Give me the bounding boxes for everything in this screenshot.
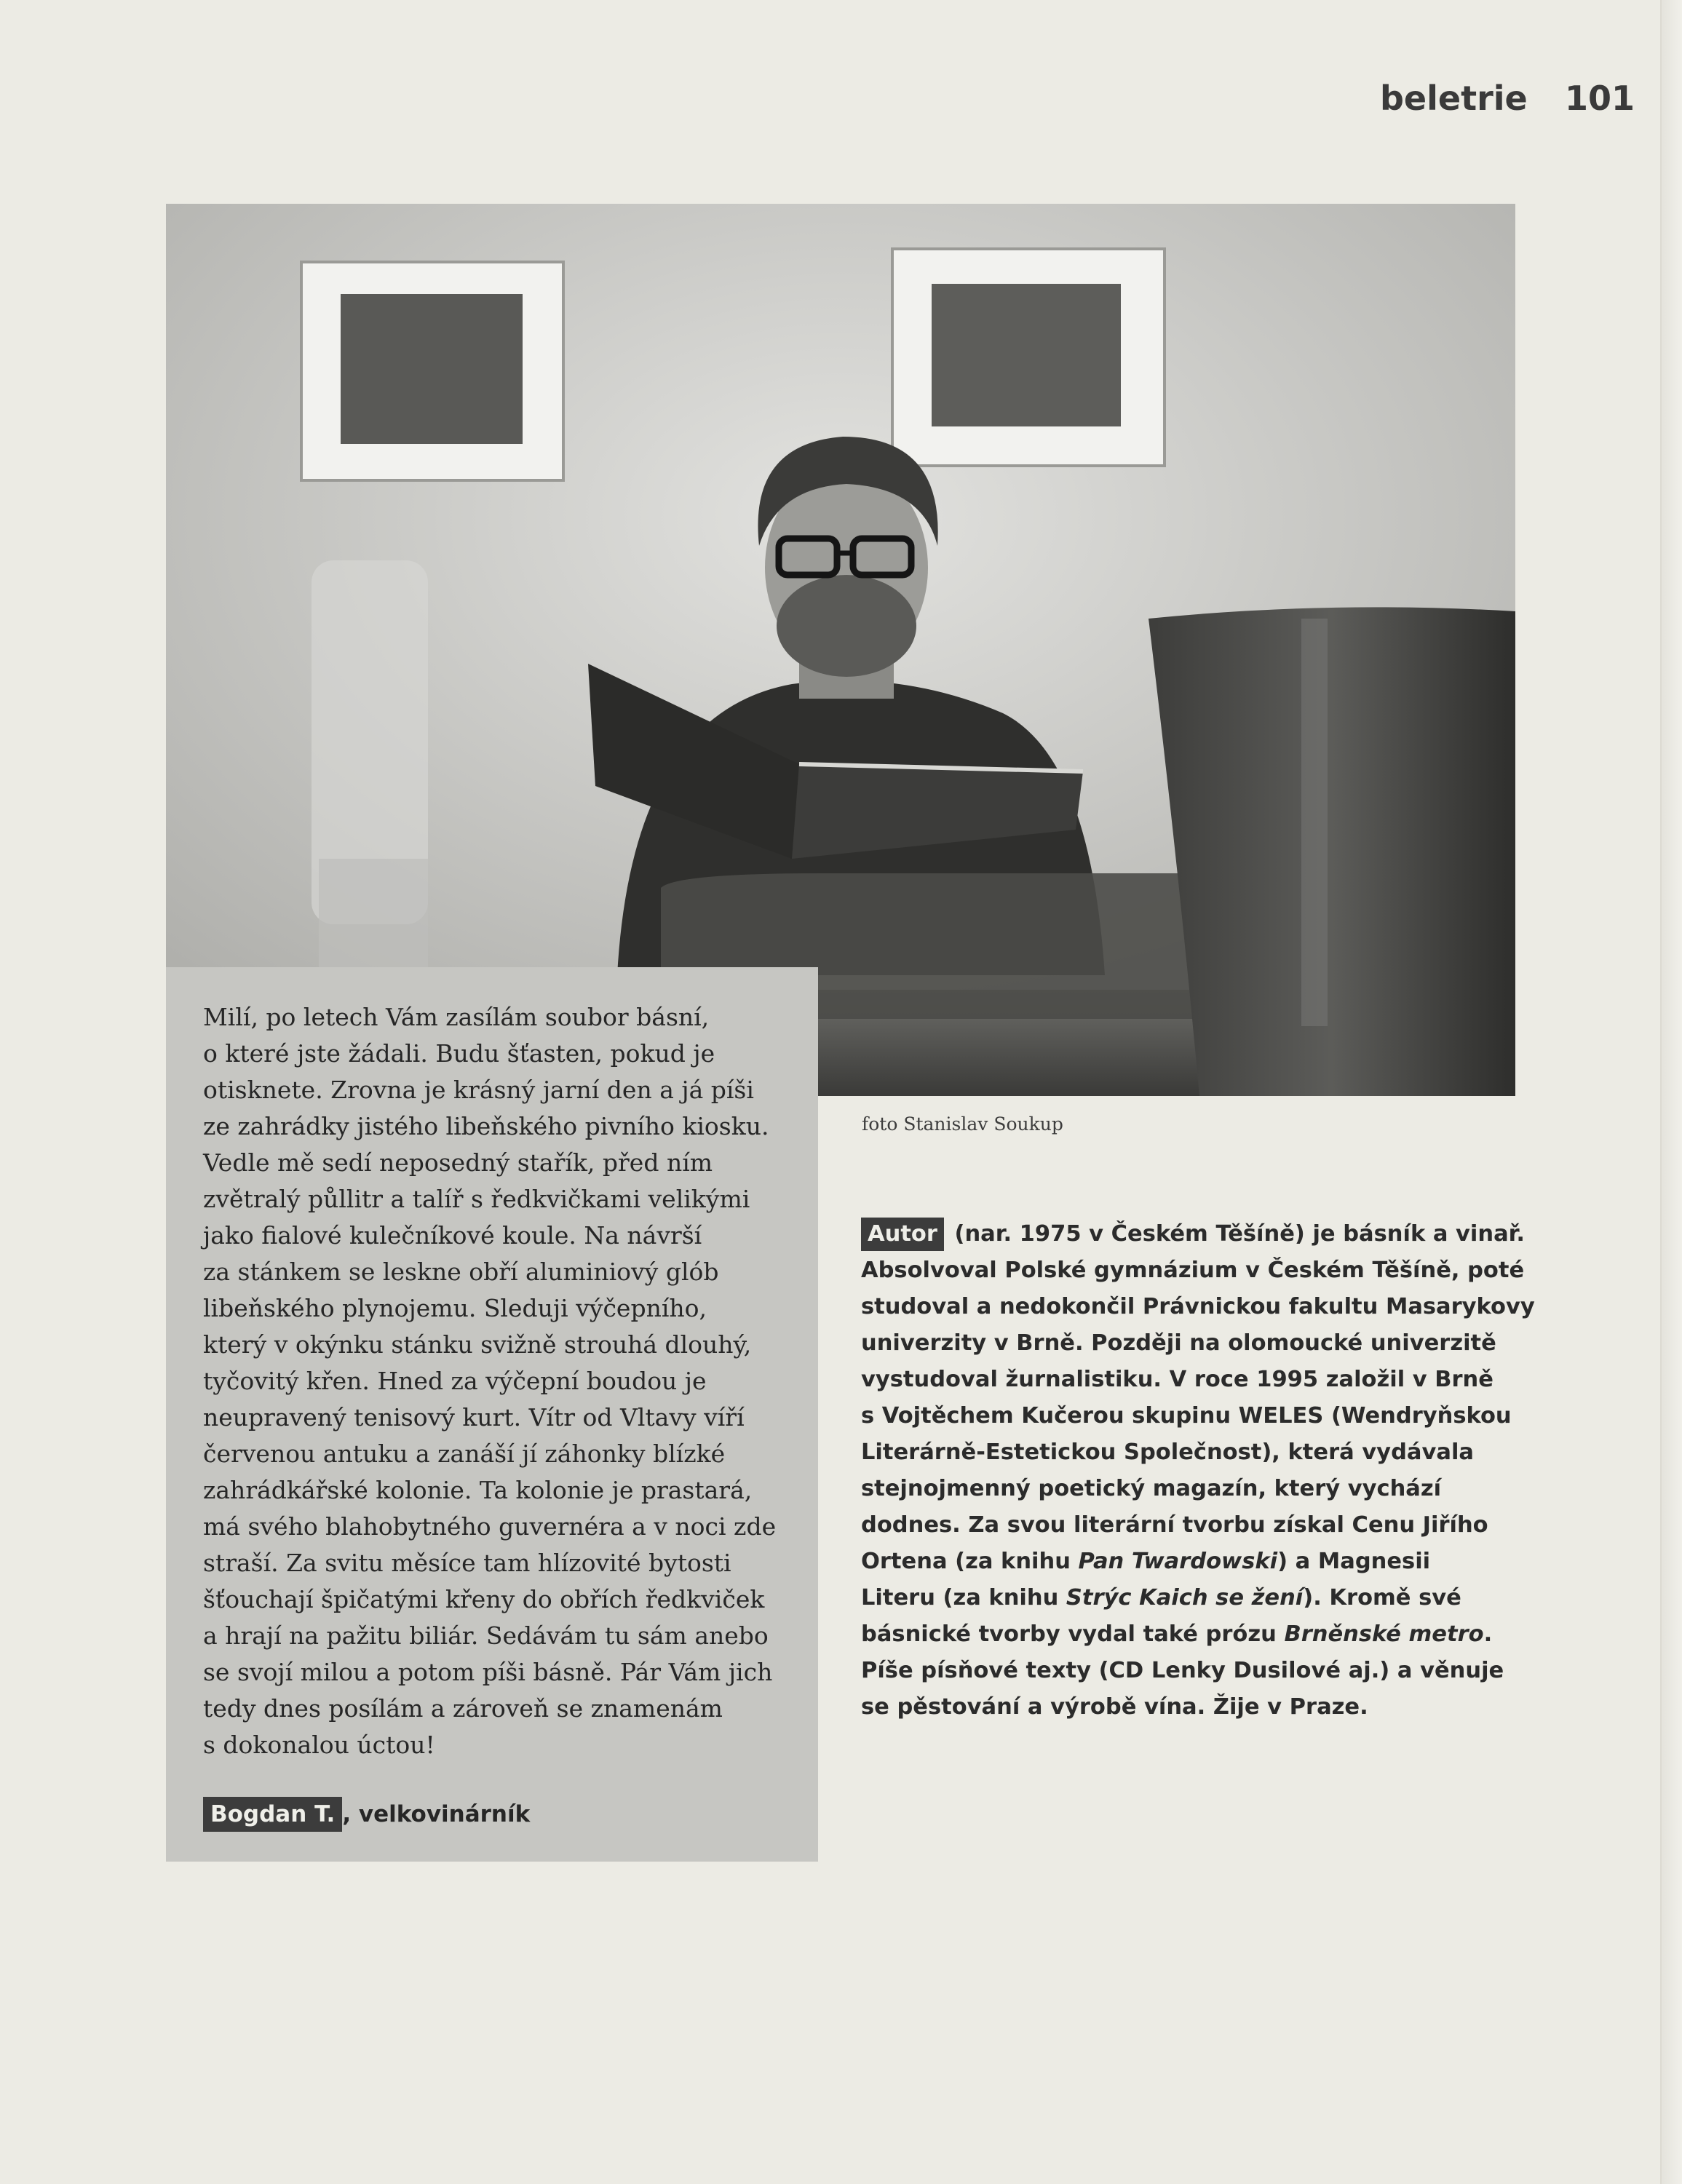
letter-line: za stánkem se leskne obří aluminiový glób <box>203 1258 719 1286</box>
bio-line-text: básnické tvorby vydal také prózu <box>861 1621 1285 1647</box>
bio-line <box>861 1580 1501 1616</box>
bio-line: se pěstování a výrobě vína. Žije v Praze. <box>861 1694 1368 1720</box>
letter-line: zahrádkářské kolonie. Ta kolonie je prastará, <box>203 1476 753 1504</box>
bio-line-text: ). Kromě své <box>1303 1585 1461 1611</box>
letter-line: který v okýnku stánku svižně strouhá dlouhý, <box>203 1330 752 1359</box>
letter-line: straší. Za svitu měsíce tam hlízovité bytosti <box>203 1549 731 1577</box>
letter-line: libeňského plynojemu. Sleduji výčepního, <box>203 1294 707 1322</box>
page-header <box>1368 79 1638 130</box>
bio-line: stejnojmenný poetický magazín, který vychází <box>861 1476 1442 1501</box>
letter-text <box>203 999 785 1763</box>
bio-line-text: . <box>1483 1621 1493 1647</box>
letter-box <box>166 967 818 1862</box>
author-photo <box>166 204 1515 1096</box>
bio-line: Literárně-Estetickou Společnost), která vydávala <box>861 1440 1474 1465</box>
letter-line: se svojí milou a potom píši básně. Pár Vám jich <box>203 1658 773 1686</box>
letter-line: Vedle mě sedí neposedný stařík, před ním <box>203 1148 713 1177</box>
letter-line: tedy dnes posílám a zároveň se znamenám <box>203 1694 723 1723</box>
bio-line <box>861 1544 1501 1580</box>
book-title: Pan Twardowski <box>1078 1549 1278 1574</box>
letter-line: červenou antuku a zanáší jí záhonky blízké <box>203 1440 726 1468</box>
letter-line: s dokonalou úctou! <box>203 1731 435 1759</box>
paper-edge <box>1660 0 1682 2184</box>
author-tag: Autor <box>861 1218 944 1251</box>
bio-line: s Vojtěchem Kučerou skupinu WELES (Wendryňskou <box>861 1403 1512 1429</box>
author-photo-illustration <box>166 204 1515 1096</box>
photo-caption: foto Stanislav Soukup <box>862 1113 1063 1135</box>
bio-line-text: ) a Magnesii <box>1277 1549 1431 1574</box>
bio-line: vystudoval žurnalistiku. V roce 1995 založil v Brně <box>861 1367 1493 1392</box>
bio-line: univerzity v Brně. Později na olomoucké univerzitě <box>861 1330 1496 1356</box>
bio-line: Píše písňové texty (CD Lenky Dusilové aj.) a věnuje <box>861 1658 1504 1683</box>
letter-line: jako fialové kulečníkové koule. Na návrší <box>203 1221 702 1250</box>
section-title: beletrie <box>1380 79 1528 118</box>
letter-line: šťouchají špičatými křeny do obřích ředkviček <box>203 1585 765 1613</box>
letter-line: zvětralý půllitr a talíř s ředkvičkami velikými <box>203 1185 750 1213</box>
bio-line <box>861 1216 1525 1252</box>
letter-line: tyčovitý křen. Hned za výčepní boudou je <box>203 1367 707 1395</box>
book-title: Brněnské metro <box>1284 1621 1484 1647</box>
bio-line-text: Literu (za knihu <box>861 1585 1066 1611</box>
bio-line-text: Ortena (za knihu <box>861 1549 1079 1574</box>
page-number: 101 <box>1565 79 1635 118</box>
author-bio <box>861 1216 1535 1726</box>
book-title: Strýc Kaich se žení <box>1066 1585 1304 1611</box>
signature-title: , velkovinárník <box>342 1801 531 1827</box>
letter-line: neupravený tenisový kurt. Vítr od Vltavy víří <box>203 1403 745 1431</box>
letter-line: o které jste žádali. Budu šťasten, pokud je <box>203 1039 715 1068</box>
bio-line: dodnes. Za svou literární tvorbu získal Cenu Jiřího <box>861 1512 1488 1538</box>
letter-line: má svého blahobytného guvernéra a v noci zde <box>203 1512 777 1541</box>
letter-line: Milí, po letech Vám zasílám soubor básní, <box>203 1003 710 1031</box>
bio-line <box>861 1616 1501 1653</box>
bio-line-text: (nar. 1975 v Českém Těšíně) je básník a vinař. <box>954 1221 1525 1247</box>
signature-name-tag: Bogdan T. <box>203 1797 342 1832</box>
letter-line: ze zahrádky jistého libeňského pivního kiosku. <box>203 1112 769 1140</box>
bio-line: Absolvoval Polské gymnázium v Českém Těšíně, poté <box>861 1258 1525 1283</box>
letter-line: a hrají na pažitu biliár. Sedávám tu sám anebo <box>203 1621 769 1650</box>
letter-line: otisknete. Zrovna je krásný jarní den a já píši <box>203 1076 754 1104</box>
bio-line: studoval a nedokončil Právnickou fakultu Masarykovy <box>861 1294 1535 1319</box>
letter-signature <box>203 1797 530 1832</box>
